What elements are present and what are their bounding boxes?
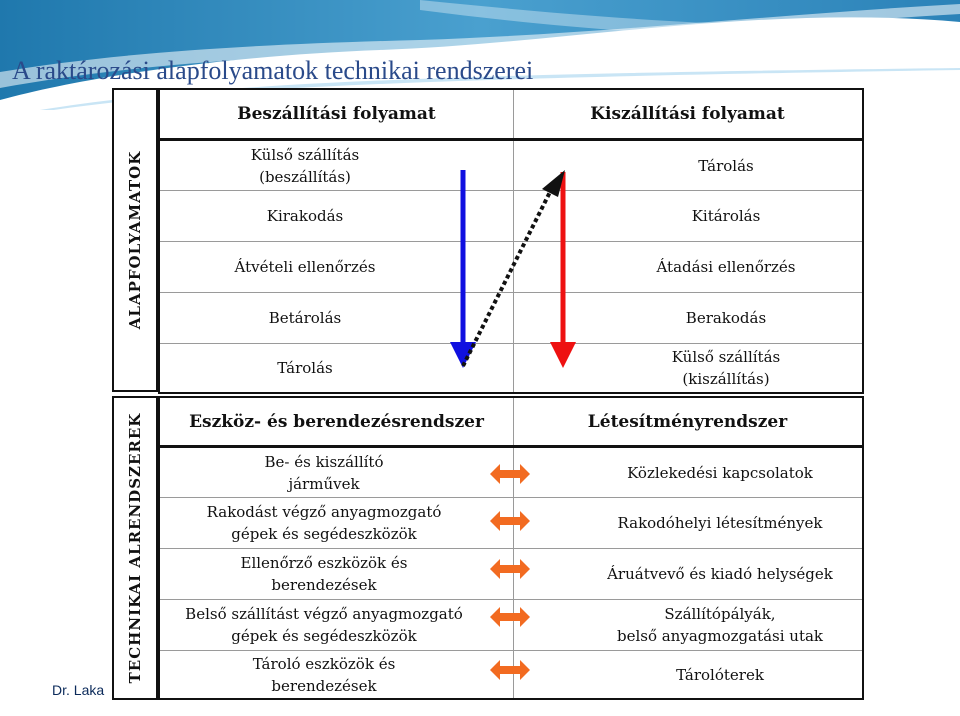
facility-item: Áruátvevő és kiadó helységek	[607, 565, 833, 583]
equipment-item: Ellenőrző eszközök és berendezések	[240, 554, 408, 594]
inbound-flow-arrow	[450, 170, 476, 368]
pair-arrow	[490, 660, 530, 680]
side-label-subsystems-text: TECHNIKAI ALRENDSZEREK	[126, 412, 144, 684]
inbound-step: Átvételi ellenőrzés	[234, 258, 376, 276]
equipment-item: Be- és kiszállító járművek	[264, 452, 384, 493]
equipment-item: Rakodást végző anyagmozgató gépek és segédeszközök	[206, 503, 442, 543]
inbound-process-header: Beszállítási folyamat	[237, 104, 436, 124]
facility-system-header: Létesítményrendszer	[587, 411, 788, 432]
side-label-processes-text: ALAPFOLYAMATOK	[126, 150, 144, 330]
pair-arrow	[490, 511, 530, 531]
footer-author: Dr. Laka	[52, 682, 105, 698]
pair-arrow	[490, 559, 530, 579]
inbound-step: Külső szállítás (beszállítás)	[250, 145, 360, 186]
outbound-step: Külső szállítás (kiszállítás)	[671, 348, 781, 388]
inbound-step: Kirakodás	[266, 207, 344, 225]
slide-title: A raktározási alapfolyamatok technikai rendszerei	[12, 56, 534, 85]
outbound-flow-arrow	[550, 172, 576, 368]
inbound-step: Tárolás	[277, 359, 333, 377]
facility-item: Szállítópályák, belső anyagmozgatási utak	[616, 605, 824, 645]
outbound-step: Kitárolás	[691, 207, 761, 225]
storage-link-arrow	[463, 170, 565, 366]
facility-item: Rakodóhelyi létesítmények	[617, 514, 823, 532]
outbound-step: Tárolás	[698, 156, 754, 175]
outbound-process-header: Kiszállítási folyamat	[590, 104, 785, 124]
outbound-step: Berakodás	[685, 309, 767, 327]
pair-arrow	[490, 607, 530, 627]
outbound-step: Átadási ellenőrzés	[656, 258, 796, 276]
facility-item: Közlekedési kapcsolatok	[627, 463, 813, 482]
facility-item: Tárolóterek	[676, 665, 764, 684]
pair-arrow	[490, 464, 530, 484]
equipment-item: Belső szállítást végző anyagmozgató gépek és segédeszközök	[185, 605, 463, 645]
inbound-step: Betárolás	[268, 309, 342, 327]
equipment-item: Tároló eszközök és berendezések	[252, 654, 396, 695]
equipment-system-header: Eszköz- és berendezésrendszer	[189, 411, 484, 432]
